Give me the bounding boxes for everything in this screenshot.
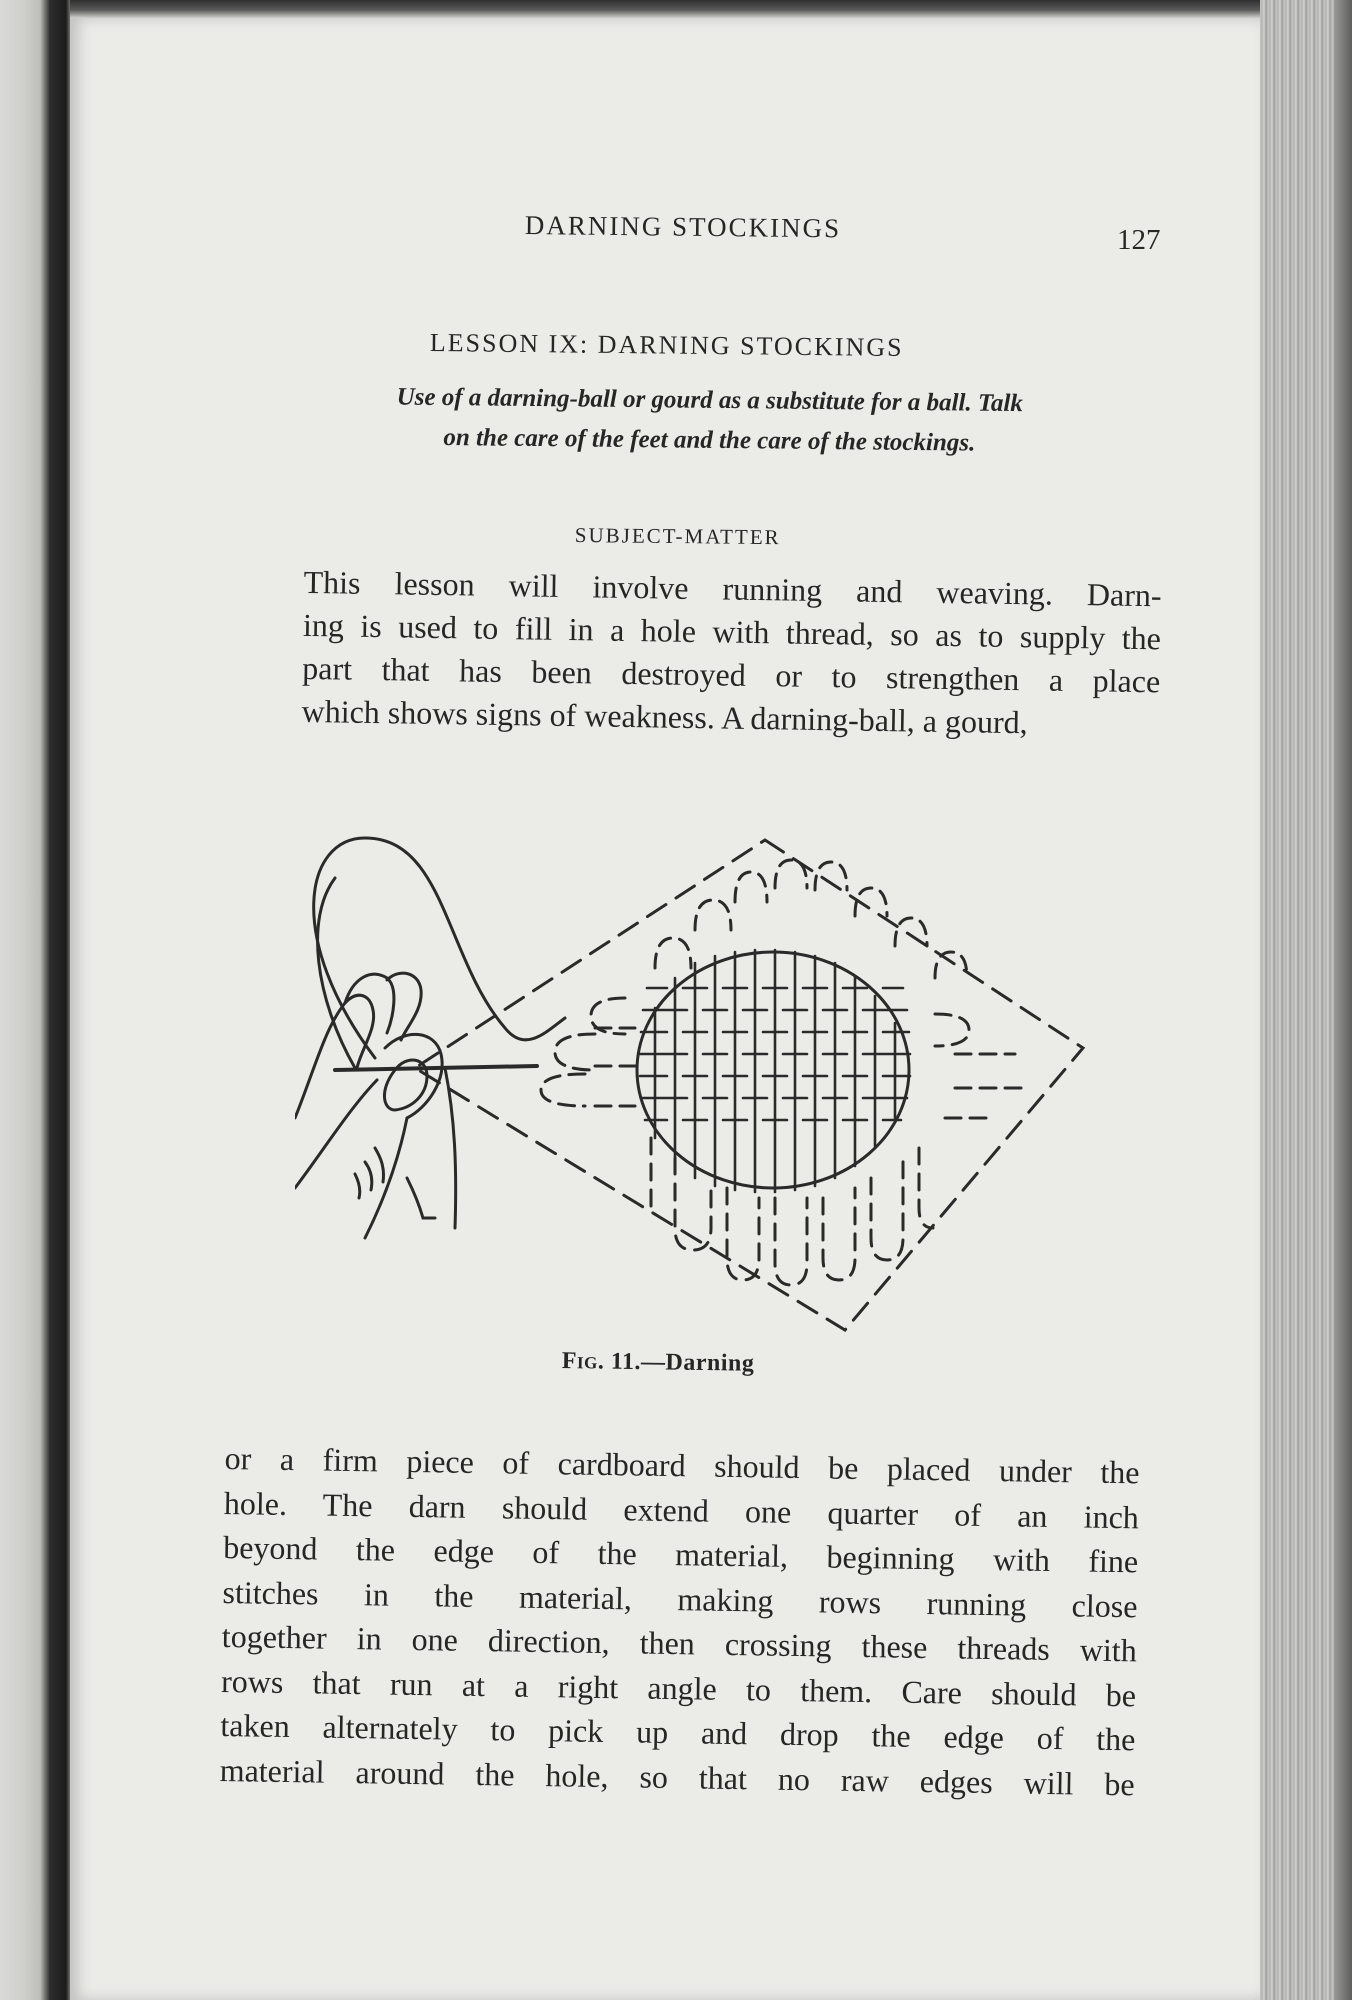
book-page [70, 18, 1260, 2000]
text-line: taken alternately to pick up and drop the edge of the [220, 1706, 1136, 1758]
text-line: stitches in the material, making rows running close [222, 1573, 1138, 1624]
figure-caption [562, 1348, 755, 1378]
figure-label: Fig. 11. [561, 1348, 642, 1376]
text-line: ing is used to fill in a hole with thread, so as to supply the [302, 606, 1162, 657]
paragraph-1 [245, 560, 1162, 746]
summary-line: on the care of the feet and the care of the stockings. [443, 424, 976, 457]
text-line: part that has been destroyed or to strengthen a place [302, 649, 1161, 700]
text-line: hole. The darn should extend one quarter of an inch [223, 1484, 1140, 1535]
bottom-loops [651, 1138, 933, 1285]
text-line: This lesson will involve running and weaving. Darn- [303, 563, 1162, 614]
text-line: rows that run at a right angle to them. Care should be [220, 1662, 1137, 1713]
needle [335, 1066, 537, 1070]
summary-line: Use of a darning-ball or gourd as a substitute for a ball. Talk [396, 383, 1024, 418]
hand [295, 973, 456, 1238]
text-line: material around the hole, so that no raw edges will be [219, 1751, 1135, 1802]
text-line: beyond the edge of the material, beginning with fine [222, 1528, 1139, 1580]
book-spine [0, 0, 70, 2000]
top-loops [655, 860, 967, 978]
right-loops [935, 1014, 1025, 1118]
darning-illustration [295, 818, 1095, 1338]
vertical-threads [655, 950, 895, 1192]
figure-title: —Darning [640, 1349, 755, 1377]
lesson-summary [249, 376, 1170, 466]
thread [314, 838, 565, 1058]
lesson-title: LESSON IX: DARNING STOCKINGS [429, 328, 904, 362]
section-heading: SUBJECT-MATTER [574, 523, 781, 550]
paragraph-2 [219, 1436, 1139, 1806]
text-line: which shows signs of weakness. A darning-ball, a gourd, [301, 692, 1028, 741]
text-line: together in one direction, then crossing these threads with [221, 1617, 1138, 1669]
left-loops [541, 998, 635, 1106]
page-edges [1260, 0, 1352, 2000]
page-number: 127 [1117, 224, 1161, 256]
top-shadow [70, 0, 1352, 18]
darning-illustration-svg [295, 818, 1095, 1338]
darn-outline [415, 840, 1083, 1330]
text-line: or a firm piece of cardboard should be placed under the [224, 1439, 1140, 1491]
running-head: DARNING STOCKINGS [524, 210, 842, 244]
